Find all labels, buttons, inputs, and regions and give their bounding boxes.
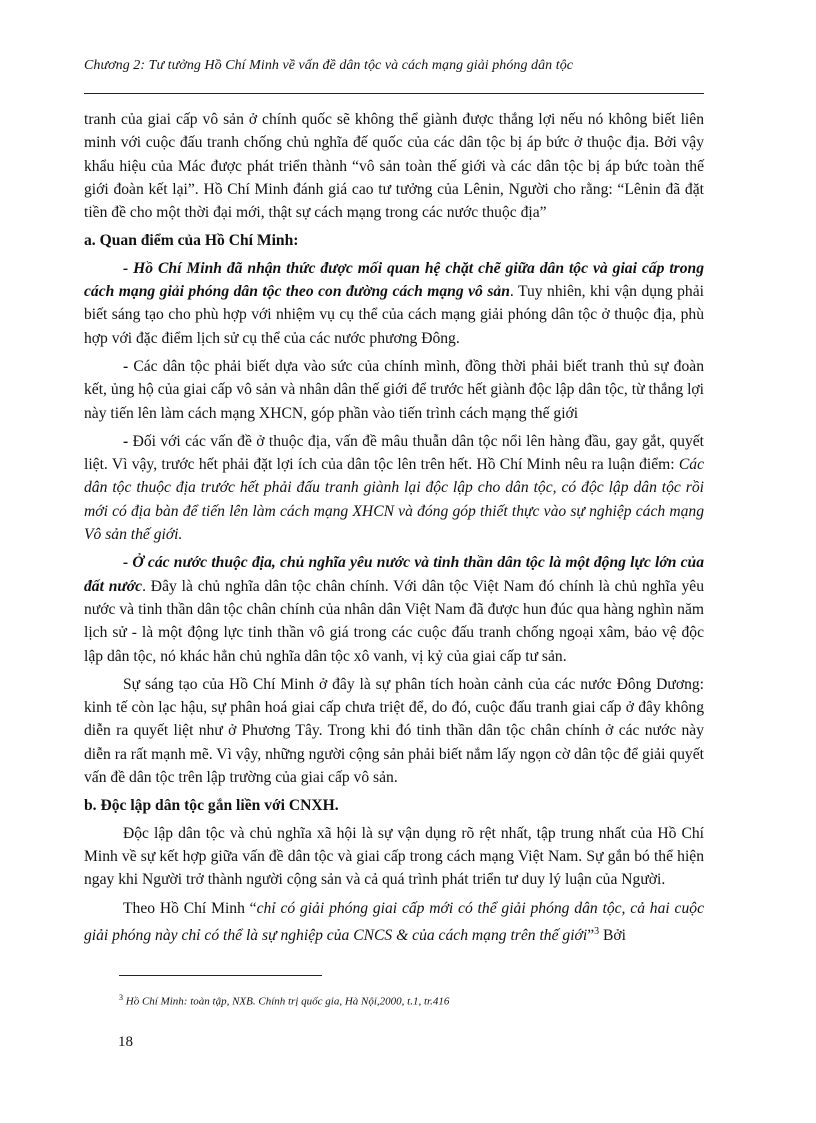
paragraph-colonial-issues (84, 430, 704, 546)
body-text: . Đây là chủ nghĩa dân tộc chân chính. Với dân tộc Việt Nam đó chính là chủ nghĩa yêu nước và tinh thần dân tộc chân chính của nhân dân Việt Nam đã được hun đúc qua hàng nghìn năm lịch sử - là một động lực tinh thần vô giá trong các cuộc đấu tranh chống ngoại xâm, bảo vệ độc lập dân tộc, nó khác hẳn chủ nghĩa dân tộc xô vanh, vị kỷ của giai cấp tư sản. (84, 577, 704, 665)
footnote (119, 993, 679, 1008)
paragraph-patriotism (84, 551, 704, 667)
quoted-thesis: Các dân tộc thuộc địa trước hết phải đấu tranh giành lại độc lập cho dân tộc, có độc lập dân tộc rồi mới có địa bàn để tiến lên làm cách mạng XHCN và đóng góp thiết thực vào sự nghiệp cách mạng Vô sản thế giới. (84, 456, 704, 544)
section-heading-b: b. Độc lập dân tộc gắn liền với CNXH. (84, 797, 339, 815)
paragraph-creativity: Sự sáng tạo của Hồ Chí Minh ở đây là sự phân tích hoàn cảnh của các nước Đông Dương: kinh tế còn lạc hậu, sự phân hoá giai cấp chưa triệt để, do đó, cuộc đấu tranh giai cấp ở đây không diễn ra quyết liệt như ở Phương Tây. Trong khi đó tinh thần dân tộc chân chính ở các nước này diễn ra rất mạnh mẽ. Vì vậy, những người cộng sản phải biết nắm lấy ngọn cờ dân tộc để giải quyết vấn đề dân tộc trên lập trường của giai cấp vô sản. (84, 675, 704, 787)
quote-close: ” (587, 926, 595, 944)
body-text: . Tuy nhiên, khi vận dụng phải biết sáng tạo cho phù hợp với nhiệm vụ cụ thể của cách mạng giải phóng dân tộc ở thuộc địa, phù hợp với đặc điểm lịch sử cụ thể của các nước phương Đông. (84, 283, 704, 347)
running-header: Chương 2: Tư tưởng Hồ Chí Minh về vấn đề dân tộc và cách mạng giải phóng dân tộc (84, 58, 574, 73)
footnote-text: Hồ Chí Minh: toàn tập, NXB. Chính trị quốc gia, Hà Nội,2000, t.1, tr.416 (123, 995, 450, 1008)
quoted-text: chỉ có giải phóng giai cấp mới có thể giải phóng dân tộc, cả hai cuộc giải phóng này chỉ có thể là sự nghiệp của CNCS & của cách mạng trên thế giới (84, 899, 704, 944)
footnote-reference[interactable]: 3 (594, 925, 600, 937)
page-body (84, 108, 704, 952)
header-divider (84, 93, 704, 94)
paragraph-quote (84, 897, 704, 948)
section-heading-a: a. Quan điểm của Hồ Chí Minh: (84, 232, 299, 250)
bullet-dash: - (123, 357, 129, 375)
paragraph-self-reliance (84, 355, 704, 425)
paragraph-independence-socialism: Độc lập dân tộc và chủ nghĩa xã hội là sự vận dụng rõ rệt nhất, tập trung nhất của Hồ Chí Minh về sự kết hợp giữa vấn đề dân tộc và giai cấp trong cách mạng Việt Nam. Sự gắn bó thể hiện ngay khi Người trở thành người cộng sản và cả quá trình phát triển tư duy lý luận của Người. (84, 824, 704, 889)
body-text: Các dân tộc phải biết dựa vào sức của chính mình, đồng thời phải biết tranh thủ sự đoàn kết, ủng hộ của giai cấp vô sản và nhân dân thế giới để trước hết giành độc lập dân tộc, từ thắng lợi này tiến lên làm cách mạng XHCN, góp phần vào tiến trình cách mạng thế giới (84, 357, 704, 422)
emphasis-text: - Hồ Chí Minh đã nhận thức được mối quan hệ chặt chẽ giữa dân tộc và giai cấp trong cách mạng giải phóng dân tộc theo con đường cách mạng vô sản (84, 259, 704, 301)
footnote-number: 3 (119, 993, 123, 1002)
body-text: Bởi (599, 926, 627, 944)
footnote-divider (119, 975, 322, 976)
paragraph-relationship (84, 257, 704, 350)
paragraph-continuation: tranh của giai cấp vô sản ở chính quốc sẽ không thể giành được thắng lợi nếu nó không biết liên minh với cuộc đấu tranh chống chủ nghĩa đế quốc của các dân tộc bị áp bức ở thuộc địa. Bởi vậy khẩu hiệu của Mác được phát triển thành “vô sản toàn thế giới và các dân tộc bị áp bức toàn thế giới đoàn kết lại”. Hồ Chí Minh đánh giá cao tư tưởng của Lênin, Người cho rằng: “Lênin đã đặt tiền đề cho một thời đại mới, thật sự cách mạng trong các nước thuộc địa” (84, 111, 704, 222)
emphasis-text: - Ở các nước thuộc địa, chủ nghĩa yêu nước và tinh thần dân tộc là một động lực lớn của đất nước (84, 554, 704, 595)
page-number: 18 (118, 1034, 133, 1050)
body-text: Đối với các vấn đề ở thuộc địa, vấn đề mâu thuẫn dân tộc nổi lên hàng đầu, gay gắt, quyết liệt. Vì vậy, trước hết phải đặt lợi ích của dân tộc lên trên hết. Hồ Chí Minh nêu ra luận điểm: (84, 432, 704, 474)
body-text: Theo Hồ Chí Minh “ (123, 899, 257, 917)
bullet-dash: - (123, 432, 129, 450)
